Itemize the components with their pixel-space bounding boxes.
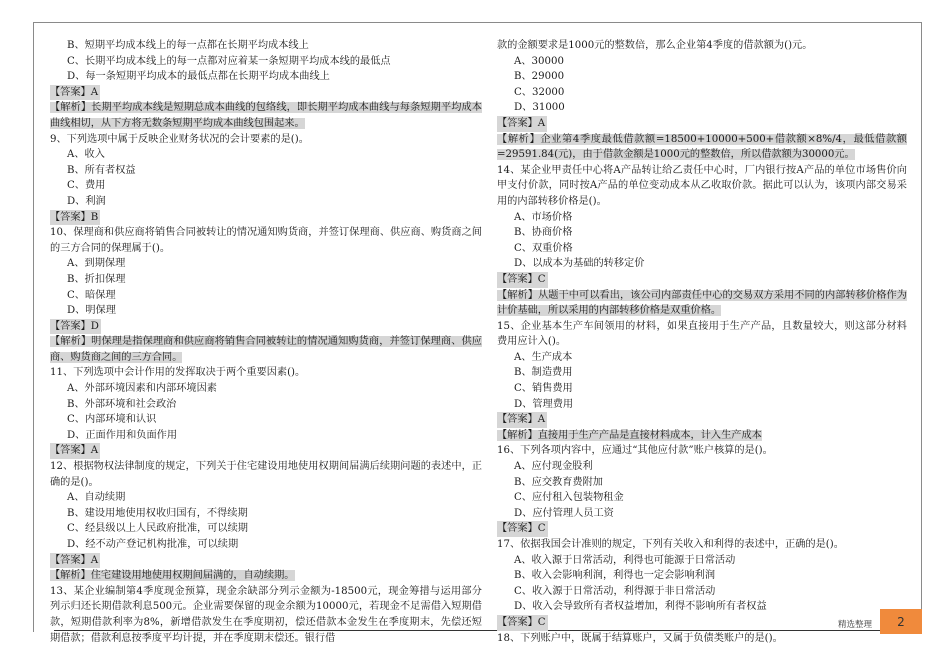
answer-option: D、正面作用和负面作用 <box>67 429 178 441</box>
page-border-right <box>921 22 922 632</box>
page-number-badge: 2 <box>880 609 922 634</box>
answer-option: D、应付管理人员工资 <box>514 507 614 519</box>
answer-key <box>50 85 482 101</box>
analysis-text: 【解析】直接用于生产产品是直接材料成本，计入生产成本 <box>497 429 762 441</box>
answer-option: C、经县级以上人民政府批准，可以续期 <box>67 523 248 535</box>
answer-option: C、销售费用 <box>514 383 573 395</box>
analysis-text: 【解析】企业第4季度最低借款额=18500+10000+500+借款额×8%/4，最低借款额=29591.84(元)，由于借款金额是1000元的整数倍，所以借款额为30000元。 <box>497 133 907 161</box>
answer-option: A、到期保理 <box>67 258 126 270</box>
answer-option: A、收入源于日常活动，利得也可能源于日常活动 <box>514 554 736 566</box>
answer-option: C、费用 <box>67 180 106 192</box>
answer-key-text: 【答案】A <box>497 116 547 132</box>
answer-option: B、收入会影响利润，利得也一定会影响利润 <box>514 570 716 582</box>
question-text: 款的金额要求是1000元的整数倍，那么企业第4季度的借款额为()元。 <box>497 40 813 51</box>
footer-label: 精选整理 <box>838 620 873 630</box>
answer-option: D、以成本为基础的转移定价 <box>514 258 645 270</box>
left-column <box>50 38 482 646</box>
analysis-paragraph <box>50 334 482 365</box>
answer-option: D、31000 <box>514 102 565 114</box>
answer-key-text: 【答案】C <box>497 521 548 537</box>
question-text: 15、企业基本生产车间领用的材料，如果直接用于生产产品，且数量较大，则这部分材料费用应计入()。 <box>497 320 907 348</box>
analysis-text: 【解析】明保理是指保理商和供应商将销售合同被转让的情况通知购货商，并签订保理商、供应商、购货商之间的三方合同。 <box>50 336 482 363</box>
answer-option: D、管理费用 <box>514 398 574 410</box>
answer-option: A、市场价格 <box>514 211 573 223</box>
analysis-text: 【解析】住宅建设用地使用权期间届满的，自动续期。 <box>50 570 295 582</box>
analysis-paragraph <box>50 568 482 584</box>
answer-option: B、折扣保理 <box>67 273 126 285</box>
answer-option: B、应交教育费附加 <box>514 476 603 488</box>
question-text: 17、依据我国会计准则的规定，下列有关收入和利得的表述中，正确的是()。 <box>497 539 844 550</box>
answer-option: B、制造费用 <box>514 367 573 379</box>
analysis-paragraph <box>497 428 907 444</box>
analysis-paragraph <box>50 100 482 131</box>
analysis-text: 【解析】长期平均成本线是短期总成本曲线的包络线，即长期平均成本曲线与每条短期平均成本曲线相切，从下方将无数条短期平均成本曲线包围起来。 <box>50 102 482 129</box>
answer-option: B、外部环境和社会政治 <box>67 398 177 410</box>
answer-option: A、外部环境因素和内部环境因素 <box>67 383 217 395</box>
answer-option: C、32000 <box>514 86 565 98</box>
answer-key <box>50 210 482 226</box>
answer-key-text: 【答案】A <box>497 412 547 428</box>
right-column <box>497 38 907 646</box>
question-text: 16、下列各项内容中，应通过“其他应付款”账户核算的是()。 <box>497 445 773 457</box>
answer-option: B、建设用地使用权收归国有，不得续期 <box>67 507 248 519</box>
answer-option: C、应付租入包装物租金 <box>514 492 624 504</box>
answer-option: A、30000 <box>514 55 564 67</box>
answer-key-text: 【答案】C <box>497 615 548 631</box>
answer-key <box>497 272 907 288</box>
analysis-paragraph <box>497 288 907 319</box>
answer-key <box>497 521 907 537</box>
question-text: 13、某企业编制第4季度现金预算，现金余缺部分列示金额为-18500元，现金筹措与运用部分列示归还长期借款利息500元。企业需要保留的现金余额为10000元，若现金不足需借入短期借款，短期借款利率为8%，新增借款发生在季度期初，偿还借款本金发生在季度期末，先偿还短期借款；借款利息按季度平均计提，并在季度期末偿还。银行借 <box>50 585 482 644</box>
answer-key <box>50 319 482 335</box>
question-text: 11、下列选项中会计作用的发挥取决于两个重要因素()。 <box>50 367 306 379</box>
answer-option: C、长期平均成本线上的每一点都对应着某一条短期平均成本线的最低点 <box>67 55 391 67</box>
question-text: 9、下列选项中属于反映企业财务状况的会计要素的是()。 <box>50 133 309 145</box>
answer-option: A、生产成本 <box>514 351 573 363</box>
answer-key <box>50 553 482 569</box>
answer-key-text: 【答案】D <box>50 319 101 335</box>
answer-option: C、暗保理 <box>67 289 116 301</box>
page-border-left <box>33 22 34 632</box>
analysis-text: 【解析】从题干中可以看出，该公司内部责任中心的交易双方采用不同的内部转移价格作为计价基础，所以采用的内部转移价格是双重价格。 <box>497 289 907 317</box>
page-border-top <box>33 22 922 23</box>
answer-key-text: 【答案】A <box>50 553 100 569</box>
answer-key <box>497 116 907 132</box>
answer-option: B、29000 <box>514 71 565 83</box>
answer-key-text: 【答案】A <box>50 443 100 459</box>
answer-key <box>497 412 907 428</box>
question-text: 14、某企业甲责任中心将A产品转让给乙责任中心时，厂内银行按A产品的单位市场售价向甲支付价款，同时按A产品的单位变动成本从乙收取价款。据此可以认为，该项内部交易采用的内部转移价格是()。 <box>497 164 907 207</box>
answer-option: B、短期平均成本线上的每一点都在长期平均成本线上 <box>67 40 309 51</box>
answer-option: C、双重价格 <box>514 242 573 254</box>
question-text: 12、根据物权法律制度的规定，下列关于住宅建设用地使用权期间届满后续期问题的表述中，正确的是()。 <box>50 461 482 488</box>
answer-key-text: 【答案】B <box>50 210 100 226</box>
answer-key <box>50 443 482 459</box>
answer-option: A、自动续期 <box>67 492 126 504</box>
answer-option: D、利润 <box>67 195 106 207</box>
question-text: 10、保理商和供应商将销售合同被转让的情况通知购货商，并签订保理商、供应商、购货商之间的三方合同的保理属于()。 <box>50 227 482 254</box>
answer-option: B、所有者权益 <box>67 164 136 176</box>
answer-option: C、收入源于日常活动，利得源于非日常活动 <box>514 585 716 597</box>
question-text: 18、下列账户中，既属于结算账户，又属于负债类账户的是()。 <box>497 632 783 644</box>
answer-option: D、明保理 <box>67 305 116 317</box>
analysis-paragraph <box>497 132 907 163</box>
answer-option: A、应付现金股利 <box>514 461 593 473</box>
answer-option: A、收入 <box>67 149 105 161</box>
answer-key-text: 【答案】A <box>50 85 100 101</box>
answer-key-text: 【答案】C <box>497 272 548 288</box>
answer-option: D、收入会导致所有者权益增加，利得不影响所有者权益 <box>514 601 767 613</box>
answer-option: B、协商价格 <box>514 227 573 239</box>
answer-option: D、每一条短期平均成本的最低点都在长期平均成本曲线上 <box>67 71 330 83</box>
answer-option: D、经不动产登记机构批准，可以续期 <box>67 539 239 550</box>
answer-option: C、内部环境和认识 <box>67 414 157 426</box>
